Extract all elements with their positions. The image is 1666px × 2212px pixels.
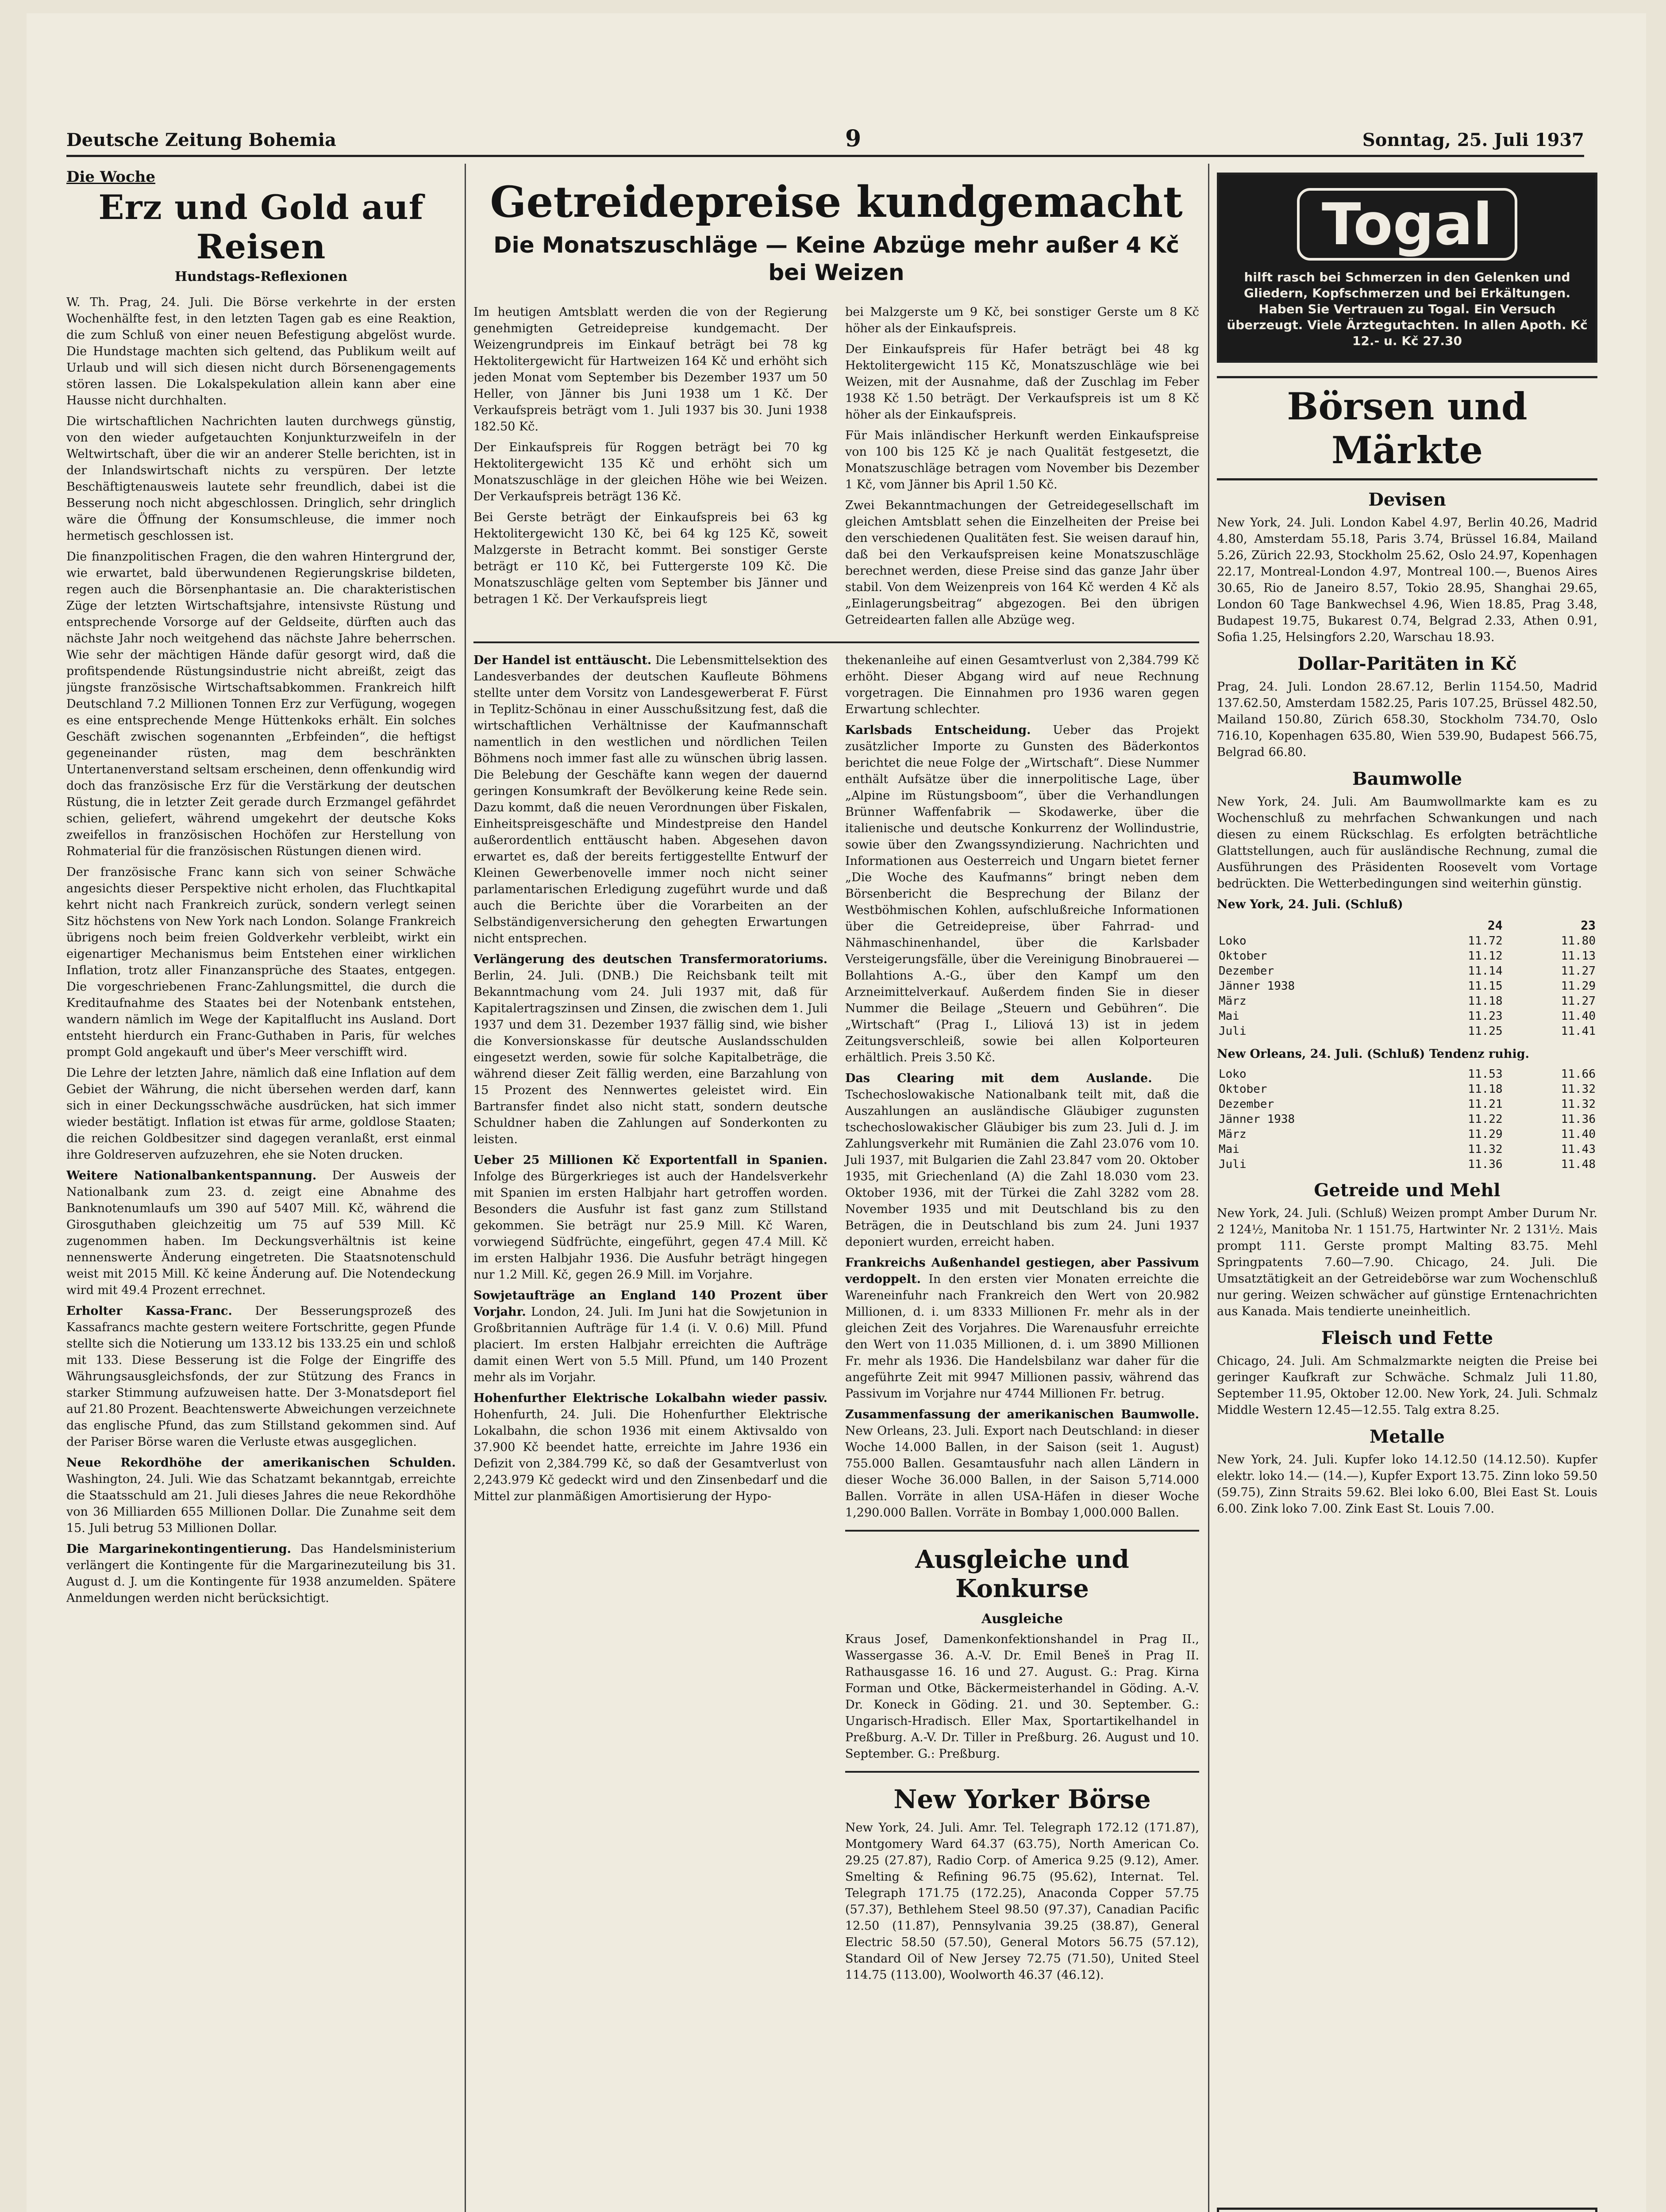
devisen-text: New York, 24. Juli. London Kabel 4.97, Berlin 40.26, Madrid 4.80, Amsterdam 55.18, Paris 3.74, Brüssel 16.84, Mailand 5.26, Zürich 22.93, Stockholm 25.62, Oslo 24.97, Kopenhagen 22.17, Montreal-London 4.97, Montreal 100.—, Buenos Aires 30.65, Rio de Janeiro 8.57, Tokio 28.95, Shanghai 29.65, London 60 Tage Bankwechsel 4.96, Wien 18.85, Prag 3.48, Budapest 19.75, Bukarest 0.74, Belgrad 2.33, Athen 0.91, Sofia 1.25, Helsingfors 2.20, Warschau 18.93. bbox=[1217, 516, 1597, 644]
news-item-title: Erholter Kassa-Franc. bbox=[66, 1304, 232, 1318]
article-paragraph: Zwei Bekanntmachungen der Getreidegesellschaft im gleichen Amtsblatt sehen die Einzelheiten der Preise bei den verschiedenen Qualitäten fest. Sie weisen darauf hin, daß bei den Verkaufspreisen keine Monatszuschläge berechnet werden, diese Preise sind das ganze Jahr über stabil. Von dem Weizenpreis von 164 Kč werden 4 Kč als „Einlagerungsbeitrag“ abgezogen. Bei den übrigen Getreidearten fallen alle Abzüge weg. bbox=[845, 499, 1199, 627]
ausgleiche-title: Ausgleiche und Konkurse bbox=[915, 1545, 1129, 1603]
article-paragraph: Der französische Franc kann sich von seiner Schwäche angesichts dieser Perspektive nicht erholen, das Fluchtkapital kehrt nicht nach Frankreich zurück, sondern verlegt seinen Sitz höchstens von New York nach London. Solange Frankreich übrigens noch beim freien Goldverkehr verbleibt, wirkt ein eigenartiger Mechanismus beim Entstehen einer wirklichen Inflation, trotz aller Finanzansprüche des Staates, entgegen. Die vorgeschriebenen Franc-Zahlungsmittel, die durch die Kreditaufnahme des Staates bei der Notenbank entstehen, wandern nämlich im Wege der Kapitalflucht ins Ausland. Dort entsteht hierdurch ein Franc-Guthaben in Paris, für welches prompt Gold angekauft und über's Meer verschifft wird. bbox=[66, 865, 456, 1059]
news-item-title: Ueber 25 Millionen Kč Exportentfall in Spanien. bbox=[473, 1153, 827, 1167]
table-cell-value: 11.80 bbox=[1561, 934, 1596, 948]
table-cell-value: 11.36 bbox=[1561, 1113, 1596, 1126]
table-cell-value: 11.72 bbox=[1468, 934, 1503, 948]
news-item bbox=[473, 1152, 827, 1283]
table-cell-value: 11.32 bbox=[1468, 1143, 1503, 1156]
news-item-title: Der Handel ist enttäuscht. bbox=[473, 653, 652, 667]
table-row bbox=[1217, 1112, 1597, 1127]
headline-erz-gold: Erz und Gold auf Reisen bbox=[98, 188, 424, 266]
news-item-title: Karlsbads Entscheidung. bbox=[845, 723, 1031, 737]
table-cell-label: Dezember bbox=[1219, 1098, 1274, 1111]
news-item bbox=[845, 1406, 1199, 1521]
news-item bbox=[473, 652, 827, 947]
table-row bbox=[1217, 1142, 1597, 1157]
column-rule bbox=[465, 164, 466, 2212]
table-header: 23 bbox=[1581, 918, 1596, 933]
news-item-text: Infolge des Bürgerkrieges ist auch der Handelsverkehr mit Spanien im ersten Halbjahr hart getroffen worden. Besonders die Ausfuhr ist fast ganz zum Stillstand gekommen. Sie beträgt nur 25.9 Mill. Kč Waren, vorwiegend Südfrüchte, eingeführt, gegen 47.4 Mill. Kč im ersten Halbjahr 1936. Die Ausfuhr beträgt hingegen nur 1.2 Mill. Kč, gegen 26.9 Mill. im Vorjahre. bbox=[473, 1170, 827, 1282]
table-cell-value: 11.43 bbox=[1561, 1143, 1596, 1156]
table-cell-label: Loko bbox=[1219, 934, 1247, 948]
news-item-text: Washington, 24. Juli. Wie das Schatzamt bekanntgab, erreichte die Staatsschuld am 21. Juli dieses Jahres die neue Rekordhöhe von 36 Milliarden 655 Millionen Dollar. Die Zunahme seit dem 15. Juli betrug 53 Millionen Dollar. bbox=[66, 1472, 456, 1535]
getreide-text: New York, 24. Juli. (Schluß) Weizen prompt Amber Durum Nr. 2 124½, Manitoba Nr. 1 151.75, Hartwinter Nr. 2 131½. Mais prompt 111. Gerste prompt Malting 83.75. Mehl Springpatents 7.60—7.90. Chicago, 24. Juli. Die Umsatztätigkeit an der Getreidebörse war zum Wochenschluß nur gering. Weizen schwächer auf günstige Erntenachrichten aus Kanada. Mais tendierte uneinheitlich. bbox=[1217, 1206, 1597, 1318]
article-paragraph: Für Mais inländischer Herkunft werden Einkaufspreise von 100 bis 125 Kč je nach Qualität festgesetzt, die Monatszuschläge betragen vom November bis Dezember 1 Kč, vom Jänner bis April 1.50 Kč. bbox=[845, 429, 1199, 492]
article-paragraph: Die wirtschaftlichen Nachrichten lauten durchwegs günstig, von den wieder aufgetauchten Konjunkturzweifeln in der Weltwirtschaft, über die wir an anderer Stelle berichten, ist in der Inlandswirtschaft nichts zu verspüren. Der letzte Beschäftigtenausweis lautete sehr freundlich, dabei ist die Besserung noch nicht abgeschlossen. Dringlich, sehr dringlich wäre die Öffnung der Konsumschleuse, die immer noch hermetisch geschlossen ist. bbox=[66, 415, 456, 543]
table-cell-value: 11.21 bbox=[1468, 1098, 1503, 1111]
table-row bbox=[1217, 949, 1597, 964]
table-header: 24 bbox=[1487, 918, 1503, 933]
table-cell-value: 11.27 bbox=[1561, 995, 1596, 1008]
news-item bbox=[845, 652, 1199, 718]
table-cell-value: 11.18 bbox=[1468, 995, 1503, 1008]
table-cell-value: 11.29 bbox=[1561, 979, 1596, 993]
news-item bbox=[473, 1390, 827, 1505]
table-cell-label: Jänner 1938 bbox=[1219, 979, 1295, 993]
table-row bbox=[1217, 979, 1597, 994]
section-rule bbox=[845, 1530, 1199, 1532]
table-cell-value: 11.36 bbox=[1468, 1158, 1503, 1171]
section-rule bbox=[845, 1771, 1199, 1773]
no-cotton-table bbox=[1217, 1067, 1597, 1172]
table-cell-label: Oktober bbox=[1219, 949, 1267, 963]
baumwolle-text: New York, 24. Juli. Am Baumwollmarkte kam es zu Wochenschluß zu mehrfachen Schwankungen und nach diesen zu einem Rückschlag. Es erfolgten beträchtliche Glattstellungen, auch für ausländische Rechnung, zumal die Ausführungen des Präsidenten Roosevelt vom Vortage bedrückten. Die Wetterbedingungen sind weiterhin günstig. bbox=[1217, 795, 1597, 891]
news-item-text: New Orleans, 23. Juli. Export nach Deutschland: in dieser Woche 14.000 Ballen, in der Saison (seit 1. August) 755.000 Ballen. Gesamtausfuhr nach allen Ländern in dieser Woche 36.000 Ballen, in der Saison 5,714.000 Ballen. Vorräte in allen USA-Häfen in dieser Woche 1,290.000 Ballen. Vorräte in Bombay 1,000.000 Ballen. bbox=[845, 1424, 1199, 1520]
togal-advertisement bbox=[1217, 173, 1597, 363]
news-columns bbox=[473, 652, 1199, 1988]
table-header bbox=[1217, 917, 1411, 933]
paritaeten-title: Dollar-Paritäten in Kč bbox=[1297, 653, 1517, 674]
article-paragraph: Die finanzpolitischen Fragen, die den wahren Hintergrund der, wie erwartet, bald überwundenen Regierungskrise bildeten, regen auch die Börsenphantasie an. Die charakteristischen Züge der letzten Wirtschaftsjahre, intensivste Rüstung und entsprechende Vorsorge auf der Geldseite, dürften auch das nächste Jahr noch weitgehend das nächste Jahre beherrschen. Wie sehr der mächtigen Hände dafür gesorgt wird, daß die profitspendende Rüstungsindustrie nicht abreißt, zeigt das jüngste französische Wirtschaftsabkommen. Frankreich hilft Deutschland 7.2 Millionen Tonnen Erz zur Verfügung, wogegen es eine entsprechende Menge Hüttenkoks erhält. Ein solches Geschäft zwischen sogenannten „Erbfeinden“, die heftigst gegeneinander rüsten, mag dem beschränkten Untertanenverstand seltsam erscheinen, denn offenkundig wird doch das französische Erz für die Verstärkung der deutschen Rüstung, die in letzter Zeit gerade durch Erzmangel gefährdet schien, geliefert, während umgekehrt der deutsche Koks zweifellos in französischen Hochöfen zur Herstellung von Rohmaterial für die französischen Rüstungen dienen wird. bbox=[66, 550, 456, 858]
column-rule bbox=[1208, 164, 1209, 2212]
table-cell-value: 11.32 bbox=[1561, 1083, 1596, 1096]
table-cell-label: Jänner 1938 bbox=[1219, 1113, 1295, 1126]
ny-cotton-heading: New York, 24. Juli. (Schluß) bbox=[1217, 898, 1403, 911]
metalle-title: Metalle bbox=[1370, 1426, 1445, 1447]
news-item-title: Verlängerung des deutschen Transfermoratoriums. bbox=[473, 952, 827, 966]
section-kicker: Die Woche bbox=[66, 168, 156, 186]
table-row bbox=[1217, 994, 1597, 1009]
news-item bbox=[473, 1287, 827, 1386]
article-paragraph: Der Einkaufspreis für Roggen beträgt bei 70 kg Hektolitergewicht 135 Kč und erhöht sich um Monatszuschläge in der gleichen Höhe wie bei Weizen. Der Verkaufspreis beträgt 136 Kč. bbox=[473, 441, 827, 503]
news-item-title: Das Clearing mit dem Auslande. bbox=[845, 1071, 1152, 1085]
news-item bbox=[66, 1541, 456, 1606]
fleisch-text: Chicago, 24. Juli. Am Schmalzmarkte neigten die Preise bei geringer Kaufkraft zur Schwäche. Schmalz Juli 11.80, September 11.95, Oktober 12.00. New York, 24. Juli. Schmalz Middle Western 12.45—12.55. Talg extra 8.25. bbox=[1217, 1354, 1597, 1417]
table-row bbox=[1217, 1024, 1597, 1039]
table-row bbox=[1217, 933, 1597, 949]
table-row bbox=[1217, 1082, 1597, 1097]
table-row bbox=[1217, 1127, 1597, 1142]
boersen-title: Börsen und Märkte bbox=[1217, 376, 1597, 480]
table-cell-label: März bbox=[1219, 995, 1247, 1008]
news-item-text: Der Ausweis der Nationalbank zum 23. d. zeigt eine Abnahme des Banknotenumlaufs um 390 auf 5407 Mill. Kč, während die Girosguthaben gleichzeitig um 75 auf 539 Mill. Kč zugenommen haben. Im Deckungsverhältnis ist keine nennenswerte Änderung eingetreten. Die Staatsnotenschuld weist mit 2015 Mill. Kč keine Änderung auf. Die Notendeckung wird mit 49.4 Prozent errechnet. bbox=[66, 1169, 456, 1297]
column-center bbox=[473, 164, 1199, 2212]
table-row bbox=[1217, 1009, 1597, 1024]
news-item-text: Der Besserungsprozeß des Kassafrancs machte gestern weitere Fortschritte, gegen Pfunde stellte sich die Notierung um 133.12 bis 133.25 ein und schloß mit 133. Diese Besserung ist die Folge der Eingriffe des Währungsausgleichsfonds, der zur Stützung des Francs in starker Stimmung aufzuweisen hatte. Der 3-Monatsdeport fiel auf 21.80 Prozent. Beachtenswerte Abweichungen verzeichnete das englische Pfund, das zum Stillstand gekommen sind. Auf der Pariser Börse waren die Verluste etwas ausgeglichen. bbox=[66, 1304, 456, 1449]
table-cell-value: 11.27 bbox=[1561, 964, 1596, 978]
news-item-text: Die Lebensmittelsektion des Landesverbandes der deutschen Kaufleute Böhmens stellte unter dem Vorsitz von Landesgewerberat F. Fürst in Teplitz-Schönau in einer Ausschußsitzung fest, daß die wirtschaftlichen Verhältnisse der Kaufmannschaft namentlich in den westlichen und nördlichen Teilen Böhmens noch immer fast alle zu wünschen übrig lassen. Die Belebung der Geschäfte kann wegen der dauernd geringen Konsumkraft der Bevölkerung keine Rede sein. Dazu kommt, daß die neuen Verordnungen über Fiskalen, Einheitspreisgeschäfte und Mindestpreise den Handel außerordentlich enttäuscht haben. Abgesehen davon erwartet es, daß der bereits fertiggestellte Entwurf der Kleinen Gewerbenovelle immer noch nicht seiner parlamentarischen Erledigung zugeführt wurde und daß auch die Berichte über die Vorarbeiten an der Selbständigenversicherung den gehegten Erwartungen nicht entsprechen. bbox=[473, 653, 828, 945]
table-cell-value: 11.23 bbox=[1468, 1010, 1503, 1023]
table-row bbox=[1217, 1157, 1597, 1172]
table-cell-value: 11.15 bbox=[1468, 979, 1503, 993]
page-number: 9 bbox=[845, 125, 862, 152]
table-cell-label: Juli bbox=[1219, 1158, 1247, 1171]
article-paragraph: Der Einkaufspreis für Hafer beträgt bei 48 kg Hektolitergewicht 115 Kč, Monatszuschläge wie bei Weizen, mit der Ausnahme, daß der Zuschlag im Feber 1938 Kč 1.50 beträgt. Der Verkaufspreis ist um 8 Kč höher als der Einkaufspreis. bbox=[845, 342, 1199, 422]
headline-deck: Die Monatszuschläge — Keine Abzüge mehr außer 4 Kč bei Weizen bbox=[493, 232, 1179, 285]
baumwolle-title: Baumwolle bbox=[1352, 768, 1462, 789]
news-item-text: Ueber das Projekt zusätzlicher Importe zu Gunsten des Bäderkontos berichtet die neue Folge der „Wirtschaft“. Diese Nummer enthält Aufsätze über die innerpolitische Lage, über „Alpine im Rüstungsboom“, über die Verhandlungen Brünner Waffenfabrik — Skodawerke, über die italienische und deutsche Konkurrenz der Wollindustrie, sowie über den Zwangssyndizierung. Nachrichten und Informationen aus Oesterreich und Ungarn bietet ferner „Die Woche des Kaufmanns“ bringt neben dem Börsenbericht die Besprechung der Bilanz der Westböhmischen Kohlen, aufschlußreiche Informationen über die Getreidepreise, über Fahrrad- und Nähmaschinenhandel, über die Karlsbader Versteigerungsfälle, über die Vereinigung Binobrauerei — Bollahtions A.-G., über den Kampf um den Arzneimittelverkauf. Außerdem finden Sie in dieser Nummer die Beilage „Steuern und Gebühren“. Die „Wirtschaft“ (Prag I., Liliová 13) ist in jedem Zeitungsverschleiß, sowie bei allen Kolporteuren erhältlich. Preis 3.50 Kč. bbox=[845, 723, 1199, 1064]
table-cell-label: Dezember bbox=[1219, 964, 1274, 978]
lead-article bbox=[473, 304, 1199, 633]
article-paragraph: W. Th. Prag, 24. Juli. Die Börse verkehrte in der ersten Wochenhälfte fest, in den letzten Tagen gab es eine Reaktion, die zum Schluß von einer neuen Befestigung abgelöst wurde. Die Hundstage machten sich geltend, das Publikum weilt auf Urlaub und will sich diesen nicht durch Börsenengagements stören lassen. Die Lokalspekulation allein kann aber eine Hausse nicht durchhalten. bbox=[66, 296, 456, 407]
news-item-text: Das Handelsministerium verlängert die Kontingente für die Margarinezuteilung bis 31. August d. J. um die Kontingente für 1938 anzumelden. Spätere Anmeldungen werden nicht berücksichtigt. bbox=[66, 1542, 456, 1605]
togal-ad-text: hilft rasch bei Schmerzen in den Gelenken und Gliedern, Kopfschmerzen und bei Erkältungen. Haben Sie Vertrauen zu Togal. Ein Versuch überzeugt. Viele Ärztegutachten. In allen Apoth. Kč 12.- u. Kč 27.30 bbox=[1227, 270, 1588, 348]
table-cell-label: Mai bbox=[1219, 1010, 1239, 1023]
column-left bbox=[66, 164, 456, 2212]
news-item bbox=[845, 1255, 1199, 1402]
table-cell-value: 11.25 bbox=[1468, 1025, 1503, 1038]
news-item-title: Weitere Nationalbankentspannung. bbox=[66, 1169, 317, 1183]
table-cell-label: Loko bbox=[1219, 1068, 1247, 1081]
article-paragraph: bei Malzgerste um 9 Kč, bei sonstiger Gerste um 8 Kč höher als der Einkaufspreis. bbox=[845, 305, 1199, 335]
metalle-text: New York, 24. Juli. Kupfer loko 14.12.50 (14.12.50). Kupfer elektr. loko 14.— (14.—), Kupfer Export 13.75. Zinn loko 59.50 (59.75), Zinn Straits 59.62. Blei loko 6.00, Blei East St. Louis 6.00. Zink loko 7.00. Zink East St. Louis 7.00. bbox=[1217, 1453, 1597, 1516]
news-item bbox=[66, 1455, 456, 1536]
table-cell-label: März bbox=[1219, 1128, 1247, 1141]
news-item-title: Neue Rekordhöhe der amerikanischen Schulden. bbox=[66, 1456, 456, 1470]
news-item bbox=[473, 951, 827, 1148]
table-cell-value: 11.48 bbox=[1561, 1158, 1596, 1171]
ny-boerse-title: New Yorker Börse bbox=[893, 1784, 1151, 1814]
table-row bbox=[1217, 1067, 1597, 1082]
news-item bbox=[66, 1167, 456, 1298]
news-item-text: Berlin, 24. Juli. (DNB.) Die Reichsbank teilt mit Bekanntmachung vom 24. Juli 1937 mit, daß für Kapitalertragszinsen und Zinsen, die zwischen dem 1. Juli 1937 und dem 31. Dezember 1937 fällig sind, wie bisher die Konversionskasse für deutsche Auslandsschulden eingesetzt werden, sowie für solche Kapitalbeträge, die während dieser Zeit fällig werden, eine Barzahlung von 15 Prozent des Nennwertes geleistet wird. Ein Bartransfer findet also nicht statt, sondern deutsche Schuldner haben die Zahlungen auf Sonderkonten zu leisten. bbox=[473, 969, 827, 1146]
news-item-text: Die Tschechoslowakische Nationalbank teilt mit, daß die Auszahlungen an ausländische Gläubiger zugunsten tschechoslowakischer Gläubiger bis zum 23. Juli d. J. im Zahlungsverkehr mit Rumänien die Zahl 23.076 vom 10. Juli 1937, mit Bulgarien die Zahl 23.847 vom 20. Oktober 1935, mit Griechenland (A) die Zahl 18.030 vom 23. Oktober 1936, mit der Türkei die Zahl 3282 vom 28. November 1935 und mit Deutschland bis zu den Beträgen, die in Deutschland bis zum 24. Juni 1937 deponiert wurden, erreicht haben. bbox=[845, 1071, 1199, 1249]
section-rule bbox=[473, 641, 1199, 643]
table-cell-value: 11.66 bbox=[1561, 1068, 1596, 1081]
table-cell-value: 11.29 bbox=[1468, 1128, 1503, 1141]
news-item-title: Hohenfurther Elektrische Lokalbahn wieder passiv. bbox=[473, 1391, 827, 1405]
getreide-title: Getreide und Mehl bbox=[1314, 1180, 1501, 1201]
news-item-text: London, 24. Juli. Im Juni hat die Sowjetunion in Großbritannien Aufträge für 1.4 (i. V. 0.6) Mill. Pfund placiert. Im ersten Halbjahr erreichten die Aufträge damit einen Wert von 5.5 Mill. Pfund, um 140 Prozent mehr als im Vorjahr. bbox=[473, 1305, 827, 1384]
paritaeten-text: Prag, 24. Juli. London 28.67.12, Berlin 1154.50, Madrid 137.62.50, Amsterdam 1582.25, Paris 107.25, Brüssel 482.50, Mailand 150.80, Zürich 658.30, Stockholm 734.70, Oslo 716.10, Kopenhagen 635.80, Wien 539.90, Budapest 566.75, Belgrad 66.80. bbox=[1217, 680, 1597, 759]
issue-date: Sonntag, 25. Juli 1937 bbox=[1362, 130, 1584, 150]
ausgleiche-subtitle: Ausgleiche bbox=[981, 1611, 1063, 1627]
fleisch-title: Fleisch und Fette bbox=[1321, 1328, 1493, 1348]
ny-cotton-table bbox=[1217, 917, 1597, 1039]
news-item-text: thekenanleihe auf einen Gesamtverlust von 2,384.799 Kč erhöht. Dieser Abgang wird auf neue Rechnung vorgetragen. Die Einnahmen pro 1936 waren gegen Erwartung schlechter. bbox=[845, 653, 1199, 716]
ausgleiche-text: Kraus Josef, Damenkonfektionshandel in Prag II., Wassergasse 36. A.-V. Dr. Emil Beneš in Prag II. Rathausgasse 16. 16 und 27. August. G.: Prag. Kirna Forman und Otke, Bäckermeisterhandel in Göding. A.-V. Dr. Koneck in Göding. 21. und 30. September. G.: Ungarisch-Hradisch. Eller Max, Sportartikelhandel in Preßburg. A.-V. Dr. Tiller in Preßburg. 26. August und 10. September. G.: Preßburg. bbox=[845, 1632, 1199, 1761]
subhead: Hundstags-Reflexionen bbox=[174, 269, 348, 284]
table-cell-value: 11.32 bbox=[1561, 1098, 1596, 1111]
news-item-title: Frankreichs Außenhandel gestiegen, aber Passivum verdoppelt. bbox=[845, 1256, 1199, 1286]
table-cell-value: 11.22 bbox=[1468, 1113, 1503, 1126]
headline-getreidepreise: Getreidepreise kundgemacht bbox=[490, 177, 1183, 227]
article-paragraph: Die Lehre der letzten Jahre, nämlich daß eine Inflation auf dem Gebiet der Währung, die nicht übersehen werden darf, kann sich in einer Deckungsschwäche ausdrücken, hat sich immer wieder bestätigt. Inflation ist etwas für arme, goldlose Staaten; die reichen Goldbesitzer sind dagegen veranlaßt, erst einmal ihre Goldreserven aufzuzehren, ehe sie Noten drucken. bbox=[66, 1066, 456, 1162]
table-cell-label: Oktober bbox=[1219, 1083, 1267, 1096]
article-paragraph: Im heutigen Amtsblatt werden die von der Regierung genehmigten Getreidepreise kundgemacht. Der Weizengrundpreis im Einkauf beträgt bei 78 kg Hektolitergewicht für Hartweizen 164 Kč und erhöht sich jeden Monat vom September bis Dezember 1937 um 50 Heller, von Jänner bis Juni 1938 um 1 Kč. Der Verkaufspreis beträgt vom 1. Juli 1937 bis 30. Juni 1938 182.50 Kč. bbox=[473, 305, 827, 434]
masthead bbox=[66, 115, 1584, 157]
togal-logo: Togal bbox=[1297, 188, 1517, 261]
news-item-title: Sowjetaufträge an England 140 Prozent über Vorjahr. bbox=[473, 1289, 827, 1319]
ny-boerse-text: New York, 24. Juli. Amr. Tel. Telegraph 172.12 (171.87), Montgomery Ward 64.37 (63.75), North American Co. 29.25 (27.87), Radio Corp. of America 9.25 (9.12), Amer. Smelting & Refining 96.75 (95.62), Internat. Tel. Telegraph 171.75 (172.25), Anaconda Copper 57.75 (57.37), Bethlehem Steel 98.50 (97.37), Canadian Pacific 12.50 (11.87), Pennsylvania 39.25 (38.87), General Electric 58.50 (57.50), General Motors 56.75 (57.12), Standard Oil of New Jersey 72.75 (71.50), United Steel 114.75 (113.00), Woolworth 46.37 (46.12). bbox=[845, 1821, 1199, 1982]
column-right bbox=[1217, 164, 1597, 2212]
table-cell-value: 11.12 bbox=[1468, 949, 1503, 963]
newspaper-page bbox=[27, 13, 1646, 2212]
table-row bbox=[1217, 964, 1597, 979]
table-cell-value: 11.53 bbox=[1468, 1068, 1503, 1081]
table-cell-label: Mai bbox=[1219, 1143, 1239, 1156]
news-item-title: Die Margarinekontingentierung. bbox=[66, 1542, 292, 1556]
news-item-text: In den ersten vier Monaten erreichte die Wareneinfuhr nach Frankreich den Wert von 20.982 Millionen, d. i. um 8333 Millionen Fr. mehr als in der gleichen Zeit des Vorjahres. Die Warenausfuhr erreichte den Wert von 11.035 Millionen, d. i. um 3890 Millionen Fr. mehr als 1936. Die Handelsbilanz war daher für die angeführte Zeit mit 9947 Millionen passiv, während das Passivum im Vorjahre nur 4744 Millionen Fr. betrug. bbox=[845, 1272, 1199, 1401]
table-cell-value: 11.13 bbox=[1561, 949, 1596, 963]
table-cell-value: 11.14 bbox=[1468, 964, 1503, 978]
table-cell-value: 11.40 bbox=[1561, 1128, 1596, 1141]
news-item bbox=[66, 1303, 456, 1450]
news-item-text: Hohenfurth, 24. Juli. Die Hohenfurther Elektrische Lokalbahn, die schon 1936 mit einem Aktivsaldo von 37.900 Kč beendet hatte, erreichte im Jahre 1936 ein Defizit von 2,384.799 Kč, so daß der Gesamtverlust von 2,243.979 Kč gedeckt wird und den Zinsenbedarf und die Mittel zur planmäßigen Amortisierung der Hypo- bbox=[473, 1408, 827, 1503]
table-cell-value: 11.40 bbox=[1561, 1010, 1596, 1023]
article-paragraph: Bei Gerste beträgt der Einkaufspreis bei 63 kg Hektolitergewicht 130 Kč, bei 64 kg 125 Kč, soweit Malzgerste in Betracht kommt. Bei sonstiger Gerste beträgt er 110 Kč, bei Futtergerste 109 Kč. Die Monatszuschläge gelten vom September bis Jänner und betragen 1 Kč. Der Verkaufspreis liegt bbox=[473, 511, 827, 606]
paper-name: Deutsche Zeitung Bohemia bbox=[66, 130, 336, 150]
news-item-title: Zusammenfassung der amerikanischen Baumwolle. bbox=[845, 1408, 1199, 1421]
table-cell-label: Juli bbox=[1219, 1025, 1247, 1038]
table-row bbox=[1217, 1097, 1597, 1112]
devisen-title: Devisen bbox=[1368, 489, 1446, 510]
volkshilfe-advertisement bbox=[1217, 2208, 1597, 2212]
news-item bbox=[845, 722, 1199, 1066]
table-cell-value: 11.41 bbox=[1561, 1025, 1596, 1038]
no-cotton-heading: New Orleans, 24. Juli. (Schluß) Tendenz ruhig. bbox=[1217, 1047, 1530, 1061]
table-cell-value: 11.18 bbox=[1468, 1083, 1503, 1096]
news-item bbox=[845, 1070, 1199, 1250]
